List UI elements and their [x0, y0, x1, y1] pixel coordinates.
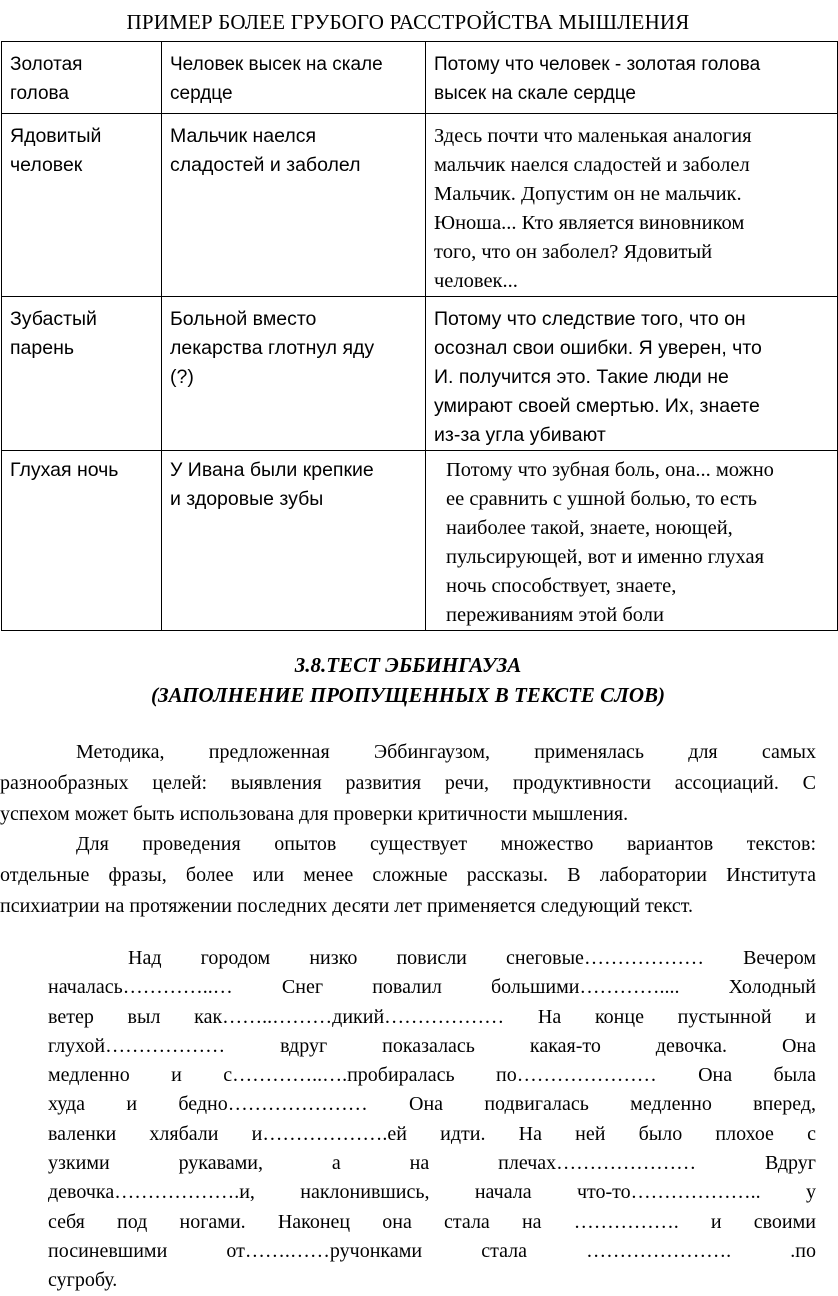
cell-line: из-за угла убивают	[434, 424, 606, 446]
exercise-line: глухой……………… вдруг показалась какая-то девочка. Она	[48, 1034, 816, 1057]
table-cell	[2, 42, 162, 114]
section-heading: 3.8.ТЕСТ ЭББИНГАУЗА	[294, 653, 522, 677]
page-title: ПРИМЕР БОЛЕЕ ГРУБОГО РАССТРОЙСТВА МЫШЛЕНИЯ	[126, 10, 690, 34]
exercise-line: ветер выл как……..………дикий……………… На конце пустынной и	[48, 1005, 816, 1028]
cell-line: сладостей и заболел	[170, 154, 361, 176]
cell-line: наиболее такой, знаете, ноющей,	[446, 517, 733, 539]
cell-line: ее сравнить с ушной болью, то есть	[446, 488, 758, 510]
ebbinghaus-exercise-text	[48, 944, 816, 1296]
table-cell	[162, 114, 426, 297]
table-cell	[426, 114, 838, 297]
exercise-line: себя под ногами. Наконец она стала на ……………. и своими	[48, 1210, 816, 1233]
table-cell	[2, 114, 162, 297]
cell-line: лекарства глотнул яду	[170, 337, 375, 359]
paragraph-line: психиатрии на протяжении последних десяти лет применяется следующий текст.	[0, 895, 694, 917]
cell-line: И. получится это. Такие люди не	[434, 366, 729, 388]
cell-line: высек на скале сердце	[434, 83, 636, 104]
table-cell	[162, 451, 426, 631]
table-cell	[426, 42, 838, 114]
cell-line: мальчик наелся сладостей и заболел	[434, 154, 750, 176]
table-cell	[426, 451, 838, 631]
comparison-table-wrapper	[0, 41, 816, 626]
exercise-line: худа и бедно………………… Она подвигалась медленно вперед,	[48, 1093, 816, 1116]
paragraph-line: разнообразных целей: выявления развития речи, продуктивности ассоциаций. С	[0, 772, 816, 794]
cell-line: У Ивана были крепкие	[170, 459, 374, 481]
cell-line: Мальчик. Допустим он не мальчик.	[434, 183, 742, 205]
cell-line: того, что он заболел? Ядовитый	[434, 241, 713, 263]
table-cell	[162, 42, 426, 114]
cell-line: Зубастый	[10, 308, 97, 330]
paragraph-method	[0, 737, 816, 830]
cell-line: Больной вместо	[170, 308, 317, 330]
cell-line: человек	[10, 154, 83, 176]
cell-line: Ядовитый	[10, 125, 102, 147]
paragraph-line: успехом может быть использована для проверки критичности мышления.	[0, 803, 629, 825]
table-cell	[426, 297, 838, 451]
exercise-line: началась…………..… Снег повалил большими………….... Холодный	[48, 976, 816, 999]
cell-line: Мальчик наелся	[170, 125, 317, 147]
cell-line: и здоровые зубы	[170, 488, 324, 510]
table-row	[2, 114, 838, 297]
exercise-line: медленно и с…………..….пробиралась по………………… Она была	[48, 1064, 816, 1087]
table-cell	[2, 451, 162, 631]
cell-line: Золотая	[10, 54, 83, 75]
paragraph-line: Для проведения опытов существует множество вариантов текстов:	[76, 833, 816, 855]
paragraph-experiments	[0, 829, 816, 922]
cell-line: парень	[10, 337, 75, 359]
paragraph-line: отдельные фразы, более или менее сложные рассказы. В лаборатории Института	[0, 864, 816, 886]
proverb-interpretation-table	[1, 41, 838, 631]
cell-line: Глухая ночь	[10, 459, 119, 481]
cell-line: Потому что следствие того, что он	[434, 308, 746, 330]
table-cell	[162, 297, 426, 451]
paragraph-line: Методика, предложенная Эббингаузом, применялась для самых	[76, 741, 816, 763]
cell-line: голова	[10, 83, 69, 104]
cell-line: человек...	[434, 270, 518, 292]
cell-line: осознал свои ошибки. Я уверен, что	[434, 337, 762, 359]
exercise-line: узкими рукавами, а на плечах………………… Вдруг	[48, 1152, 816, 1175]
cell-line: Юноша... Кто является виновником	[434, 212, 745, 234]
exercise-line: Над городом низко повисли снеговые……………… Вечером	[128, 947, 816, 969]
table-row	[2, 451, 838, 631]
exercise-line: сугробу.	[48, 1269, 118, 1292]
cell-line: Потому что человек - золотая голова	[434, 54, 761, 75]
cell-line: пульсирующей, вот и именно глухая	[446, 546, 765, 568]
cell-line: Человек высек на скале	[170, 54, 383, 75]
exercise-line: девочка……………….и, наклонившись, начала что-то……………….. у	[48, 1181, 816, 1204]
exercise-line: валенки хлябали и……………….ей идти. На ней было плохое с	[48, 1122, 816, 1145]
cell-line: ночь способствует, знаете,	[446, 575, 677, 597]
table-header-row	[2, 42, 838, 114]
section-subheading: (ЗАПОЛНЕНИЕ ПРОПУЩЕННЫХ В ТЕКСТЕ СЛОВ)	[150, 683, 666, 707]
cell-line: Здесь почти что маленькая аналогия	[434, 125, 752, 147]
cell-line: переживаниям этой боли	[446, 604, 664, 626]
table-cell	[2, 297, 162, 451]
exercise-line: посиневшими от…….……ручонками стала …………………. .по	[48, 1239, 816, 1262]
cell-line: сердце	[170, 83, 233, 104]
cell-line: (?)	[170, 366, 194, 388]
cell-line: Потому что зубная боль, она... можно	[446, 459, 774, 481]
table-row	[2, 297, 838, 451]
cell-line: умирают своей смертью. Их, знаете	[434, 395, 760, 417]
